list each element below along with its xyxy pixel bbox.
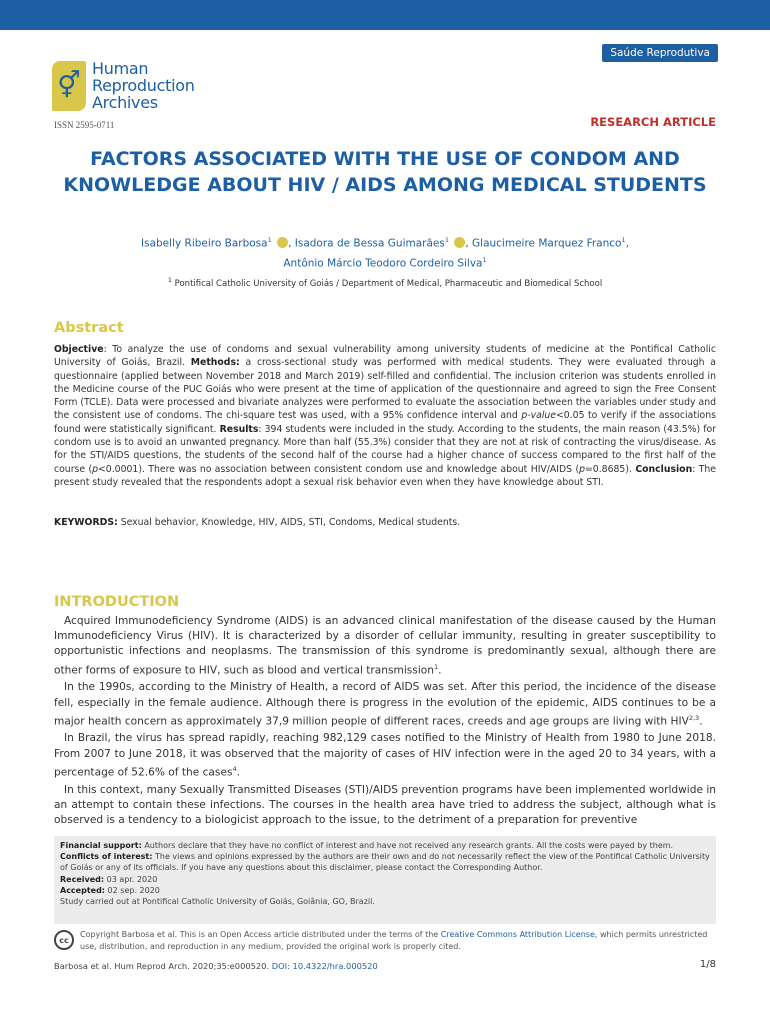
author-name[interactable]: Isabelly Ribeiro Barbosa — [141, 237, 268, 250]
page-number: 1/8 — [699, 959, 716, 970]
abstract-heading: Abstract — [54, 320, 124, 336]
keywords: KEYWORDS: Sexual behavior, Knowledge, HIV, AIDS, STI, Condoms, Medical students. — [54, 517, 461, 528]
creative-commons-icon: cc — [54, 930, 74, 950]
orcid-icon[interactable] — [277, 237, 288, 248]
paragraph: In the 1990s, according to the Ministry of Health, a record of AIDS was set. After this period, the incidence of the disease fell, especially in the female audience. Although there is progress in the evolution of the epidemic, AIDS continues to be a major health concern as approximately 37,9 million people of different races, creeds and age groups are living with HIV$^{2,3}$. — [54, 681, 716, 728]
logo-text: Human Reproduction Archives — [92, 59, 195, 112]
article-info-box: Financial support: Authors declare that they have no conflict of interest and have not received any research grants. All the costs were payed by them. Conflicts of interest: The views and opinions expressed by the authors are their own and do not necessarily reflect the view of the Pontifical Catholic University of Goiás or any of its officials. If you have any questions about this disclaimer, please contact the Corresponding Author. Received: 03 apr. 2020 Accepted: 02 sep. 2020 Study carried out at Pontifical Catholic University of Goiás, Goiânia, GO, Brazil. — [54, 836, 716, 924]
paragraph: In Brazil, the virus has spread rapidly, reaching 982,129 cases notified to the Ministry of Health from 1980 to June 2018. From 2007 to June 2018, it was observed that the majority of cases of HIV infection were in the aged 20 to 34 years, with a percentage of 52.6% of the cases$^4$. — [54, 732, 716, 779]
paragraph: Acquired Immunodeficiency Syndrome (AIDS) is an advanced clinical manifestation of the disease caused by the Human Immunodeficiency Virus (HIV). It is characterized by a disorder of cellular immunity, resulting in greater susceptibility to opportunistic infections and neoplasms. The transmission of this syndrome is predominantly sexual, although there are other forms of exposure to HIV, such as blood and vertical transmission$^1$. — [54, 615, 716, 677]
affiliation: $^1$ Pontifical Catholic University of Goiás / Department of Medical, Pharmaceutic and Biomedical School — [167, 276, 603, 289]
introduction-body — [54, 614, 716, 830]
journal-logo[interactable] — [52, 60, 195, 111]
license-text: Copyright Barbosa et al. This is an Open Access article distributed under the terms of the Creative Commons Attribution License, which permits unrestricted use, distribution, and reproduction in any medium, provided the original work is properly cited. — [80, 930, 708, 951]
author-name[interactable]: Isadora de Bessa Guimarães — [294, 237, 445, 250]
article-type: RESEARCH ARTICLE — [590, 115, 716, 129]
author-name[interactable]: Antônio Márcio Teodoro Cordeiro Silva — [283, 257, 483, 269]
author-name[interactable]: Glaucimeire Marquez Franco — [472, 237, 622, 250]
paragraph: In this context, many Sexually Transmitted Diseases (STI)/AIDS prevention programs have been implemented worldwide in an attempt to contain these infections. The courses in the health area have tried to address the subject, although what is observed is a tendency to a biologicist approach to the issue, to the detriment of a preparation for preventive — [54, 783, 716, 827]
issn: ISSN 2595-0711 — [54, 120, 115, 130]
introduction-heading: INTRODUCTION — [54, 594, 180, 610]
license-link[interactable]: Creative Commons Attribution License — [440, 930, 595, 939]
section-tag: Saúde Reprodutiva — [602, 44, 718, 62]
orcid-icon[interactable] — [454, 237, 465, 248]
citation-footer: Barbosa et al. Hum Reprod Arch. 2020;35:e000520. DOI: 10.4322/hra.000520 — [54, 961, 378, 971]
top-bar — [0, 0, 770, 30]
doi-link[interactable]: DOI: 10.4322/hra.000520 — [271, 961, 378, 971]
article-title: FACTORS ASSOCIATED WITH THE USE OF CONDOM AND KNOWLEDGE ABOUT HIV / AIDS AMONG MEDICAL STUDENTS — [63, 148, 707, 196]
abstract-text: Objective: To analyze the use of condoms and sexual vulnerability among university students of medicine at the Pontifical Catholic University of Goiás, Brazil. Methods: a cross-sectional study was performed with medical students. They were evaluated through a questionnaire (applied between November 2018 and March 2019) self-filled and confidential. The inclusion criterion was students enrolled in the Medicine course of the PUC Goiás who were present at the time of application of the questionnaire and agreed to sign the Free Consent Form (TCLE). Data were processed and bivariate analyzes were performed to evaluate the association between the variables under study and the consistent use of condoms. The chi-square test was used, with a 95% confidence interval and p-value<0.05 to verify if the associations found were statistically significant. Results: 394 students were included in the study. According to the students, the main reason (43.5%) for condom use is to avoid an unwanted pregnancy. More than half (55.3%) consider that they are not at risk of contracting the virus/disease. As for the STI/AIDS questions, the students of the second half of the course had a higher chance of success compared to the first half of the course (p<0.0001). There was no association between consistent condom use and knowledge about HIV/AIDS (p=0.8685). Conclusion: The present study revealed that the respondents adopt a sexual risk behavior even when they have knowledge about STI. — [54, 344, 716, 488]
author-list: Isabelly Ribeiro Barbosa$^1$ , Isadora de Bessa Guimarães$^1$ , Glaucimeire Marquez Franco$^1$, Antônio Márcio Teodoro Cordeiro Silva$^1$ — [141, 236, 629, 269]
gender-symbol-icon: ⚥ — [52, 61, 86, 111]
